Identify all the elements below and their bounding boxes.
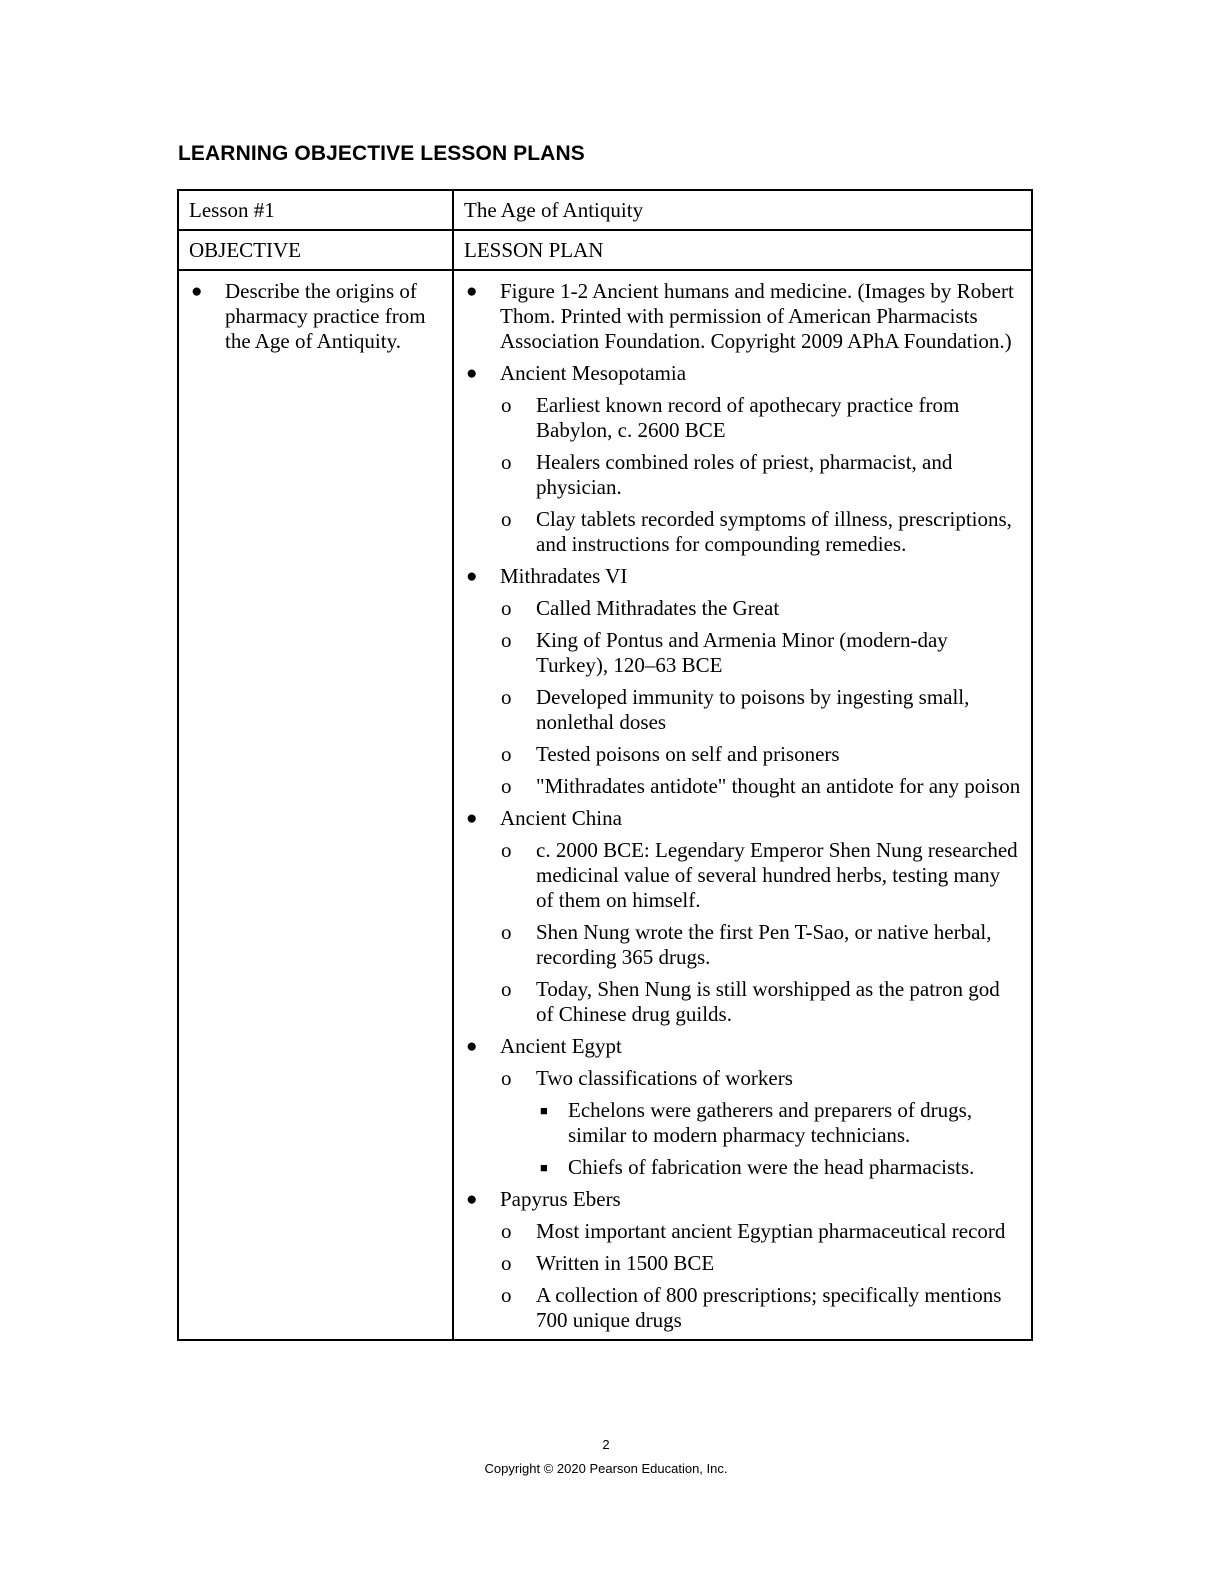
sub-bullet-item <box>464 450 1021 500</box>
circle-bullet-icon: o <box>501 393 512 417</box>
circle-bullet-icon: o <box>501 1251 512 1275</box>
sub-bullet-item <box>464 977 1021 1027</box>
bullet-icon: ● <box>191 281 203 302</box>
sub-bullet-item <box>464 393 1021 443</box>
lesson-title-cell: The Age of Antiquity <box>453 190 1032 230</box>
circle-bullet-icon: o <box>501 1219 512 1243</box>
lesson-plan-table <box>177 189 1033 1341</box>
bullet-text: Earliest known record of apothecary practice from Babylon, c. 2600 BCE <box>536 393 960 442</box>
page-number: 2 <box>602 1437 610 1452</box>
bullet-text: Most important ancient Egyptian pharmaceutical record <box>536 1219 1006 1243</box>
sub-bullet-item <box>464 1283 1021 1333</box>
bullet-icon: ● <box>466 808 478 829</box>
sub-bullet-item <box>464 1066 1021 1091</box>
circle-bullet-icon: o <box>501 685 512 709</box>
bullet-text: Chiefs of fabrication were the head pharmacists. <box>568 1155 975 1179</box>
bullet-text: Papyrus Ebers <box>500 1187 621 1211</box>
sub-bullet-item <box>464 838 1021 913</box>
circle-bullet-icon: o <box>501 838 512 862</box>
circle-bullet-icon: o <box>501 742 512 766</box>
circle-bullet-icon: o <box>501 450 512 474</box>
bullet-text: Shen Nung wrote the first Pen T-Sao, or native herbal, recording 365 drugs. <box>536 920 992 969</box>
lesson-plan-cell <box>453 270 1032 1340</box>
bullet-text: c. 2000 BCE: Legendary Emperor Shen Nung researched medicinal value of several hundred herbs, testing many of them on himself. <box>536 838 1018 912</box>
objectives-cell <box>178 270 453 1340</box>
bullet-text: Clay tablets recorded symptoms of illness, prescriptions, and instructions for compounding remedies. <box>536 507 1012 556</box>
sub-bullet-item <box>464 920 1021 970</box>
bullet-item <box>464 279 1021 354</box>
bullet-text: Ancient Mesopotamia <box>500 361 687 385</box>
circle-bullet-icon: o <box>501 1066 512 1090</box>
bullet-text: "Mithradates antidote" thought an antidote for any poison <box>536 774 1021 798</box>
sub-bullet-item <box>464 685 1021 735</box>
bullet-text: King of Pontus and Armenia Minor (modern-day Turkey), 120–63 BCE <box>536 628 948 677</box>
bullet-text: Healers combined roles of priest, pharmacist, and physician. <box>536 450 953 499</box>
circle-bullet-icon: o <box>501 774 512 798</box>
circle-bullet-icon: o <box>501 920 512 944</box>
table-row-headers <box>178 230 1032 270</box>
sub-bullet-item <box>464 628 1021 678</box>
bullet-text: Ancient China <box>500 806 622 830</box>
bullet-item <box>464 1187 1021 1212</box>
bullet-text: Mithradates VI <box>500 564 628 588</box>
bullet-icon: ● <box>466 1189 478 1210</box>
square-bullet-icon: ■ <box>540 1103 548 1118</box>
circle-bullet-icon: o <box>501 977 512 1001</box>
bullet-text: Tested poisons on self and prisoners <box>536 742 840 766</box>
circle-bullet-icon: o <box>501 628 512 652</box>
bullet-text: Two classifications of workers <box>536 1066 793 1090</box>
bullet-icon: ● <box>466 1036 478 1057</box>
bullet-text: Today, Shen Nung is still worshipped as the patron god of Chinese drug guilds. <box>536 977 1000 1026</box>
bullet-text: Describe the origins of pharmacy practice from the Age of Antiquity. <box>225 279 426 353</box>
bullet-item <box>464 361 1021 386</box>
square-bullet-icon: ■ <box>540 1160 548 1175</box>
lesson-plan-header: LESSON PLAN <box>453 230 1032 270</box>
sub-bullet-item <box>464 596 1021 621</box>
bullet-item <box>464 1034 1021 1059</box>
bullet-text: Developed immunity to poisons by ingesting small, nonlethal doses <box>536 685 970 734</box>
sub-bullet-item <box>464 742 1021 767</box>
sub-bullet-item <box>464 774 1021 799</box>
circle-bullet-icon: o <box>501 1283 512 1307</box>
bullet-text: Figure 1-2 Ancient humans and medicine. (Images by Robert Thom. Printed with permission of American Pharmacists Association Foundation. Copyright 2009 APhA Foundation.) <box>500 279 1014 353</box>
bullet-text: Echelons were gatherers and preparers of drugs, similar to modern pharmacy technicians. <box>568 1098 973 1147</box>
circle-bullet-icon: o <box>501 596 512 620</box>
bullet-item <box>189 279 442 354</box>
bullet-text: A collection of 800 prescriptions; specifically mentions 700 unique drugs <box>536 1283 1002 1332</box>
bullet-text: Ancient Egypt <box>500 1034 622 1058</box>
bullet-item <box>464 806 1021 831</box>
bullet-icon: ● <box>466 566 478 587</box>
sub-bullet-item <box>464 1219 1021 1244</box>
sub-sub-bullet-item <box>464 1155 1021 1180</box>
bullet-text: Written in 1500 BCE <box>536 1251 715 1275</box>
table-row-lesson <box>178 190 1032 230</box>
bullet-item <box>464 564 1021 589</box>
bullet-icon: ● <box>466 363 478 384</box>
sub-sub-bullet-item <box>464 1098 1021 1148</box>
copyright-notice: Copyright © 2020 Pearson Education, Inc. <box>484 1461 728 1476</box>
bullet-text: Called Mithradates the Great <box>536 596 780 620</box>
table-row-content <box>178 270 1032 1340</box>
page-title: LEARNING OBJECTIVE LESSON PLANS <box>178 142 585 165</box>
sub-bullet-item <box>464 1251 1021 1276</box>
lesson-number-cell: Lesson #1 <box>178 190 453 230</box>
circle-bullet-icon: o <box>501 507 512 531</box>
bullet-icon: ● <box>466 281 478 302</box>
objective-header: OBJECTIVE <box>178 230 453 270</box>
sub-bullet-item <box>464 507 1021 557</box>
